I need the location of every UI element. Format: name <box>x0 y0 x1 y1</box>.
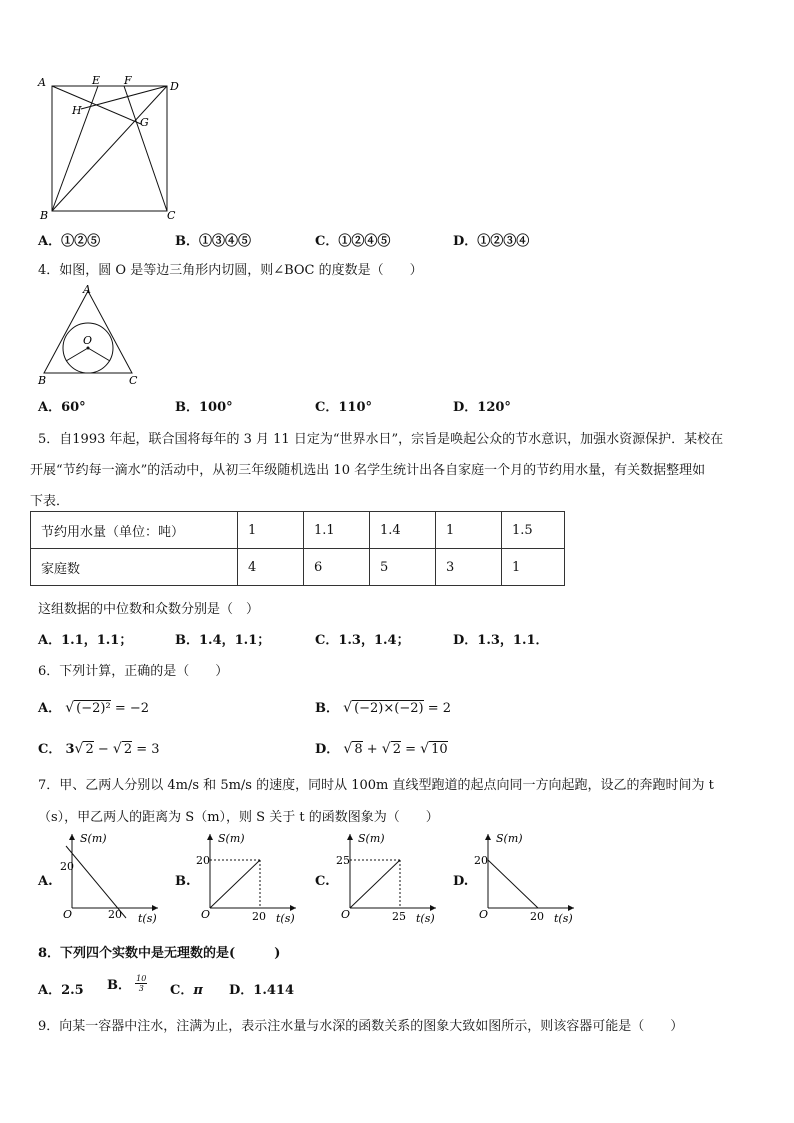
segment-ob <box>66 348 88 361</box>
q5-option-a[interactable]: A．1.1，1.1； <box>38 633 133 648</box>
equilateral-triangle <box>44 291 132 373</box>
x-arrow <box>152 905 158 911</box>
q6-option-b[interactable]: B． √ (−2)×(−2) = 2 <box>315 700 452 716</box>
q5-option-d[interactable]: D．1.3，1.1． <box>453 633 549 648</box>
q8-option-d[interactable]: D．1.414 <box>229 983 294 998</box>
graph-c[interactable] <box>336 830 441 925</box>
q5-line1: 5．自1993 年起，联合国将每年的 3 月 11 日定为“世界水日”，宗旨是唤起公众的节水意识，加强水资源保护．某校在 <box>38 432 724 447</box>
origin-label: O <box>201 908 211 921</box>
q8-option-c[interactable]: C．π <box>170 983 203 998</box>
y-arrow <box>485 834 491 840</box>
square-figure <box>36 74 186 222</box>
q4-stem: 4．如图，圆 O 是等边三角形内切圆，则∠BOC 的度数是（ ） <box>38 263 423 278</box>
table-cell: 1.1 <box>304 512 370 549</box>
q6-stem: 6．下列计算，正确的是（ ） <box>38 664 229 679</box>
radicand: 10 <box>431 742 448 757</box>
q5-line3: 下表． <box>30 494 70 509</box>
x-arrow <box>290 905 296 911</box>
q5-option-c[interactable]: C．1.3，1.4； <box>315 633 410 648</box>
label-g: G <box>140 116 149 129</box>
y-axis-label: S(m) <box>80 832 107 845</box>
q3-option-b[interactable]: B．①③④⑤ <box>175 234 252 249</box>
table-row <box>31 512 565 549</box>
numerator: 10 <box>136 974 147 983</box>
y-tick-label: 25 <box>336 854 350 867</box>
q4-option-a[interactable]: A．60° <box>38 400 86 415</box>
segment-oc <box>88 348 110 361</box>
graph-d[interactable] <box>474 830 579 925</box>
y-arrow <box>69 834 75 840</box>
graph-line <box>488 860 538 908</box>
q5-line2: 开展“节约每一滴水”的活动中，从初三年级随机选出 10 名学生统计出各自家庭一个月的节约用水量，有关数据整理如 <box>30 463 706 478</box>
q5-option-b[interactable]: B．1.4，1.1； <box>175 633 271 648</box>
label-c: C <box>167 209 176 222</box>
q7-line2: （s），甲乙两人的距离为 S（m），则 S 关于 t 的函数图象为（ ） <box>38 810 439 825</box>
q5-question: 这组数据的中位数和众数分别是（ ） <box>38 602 260 617</box>
x-tick-label: 20 <box>530 910 544 923</box>
y-tick-label: 20 <box>474 854 488 867</box>
y-axis-label: S(m) <box>358 832 385 845</box>
q4-option-b[interactable]: B．100° <box>175 400 233 415</box>
origin-label: O <box>341 908 351 921</box>
y-axis-label: S(m) <box>496 832 523 845</box>
radicand: 8 <box>354 742 363 757</box>
triangle-incircle-figure <box>36 281 146 389</box>
q3-option-a[interactable]: A．①②⑤ <box>38 234 101 249</box>
radicand: 2 <box>392 742 401 757</box>
y-tick-label: 20 <box>196 854 210 867</box>
x-tick-label: 25 <box>392 910 406 923</box>
graph-b[interactable] <box>196 830 301 925</box>
segment-fc <box>124 86 167 211</box>
q8-option-b[interactable]: B． $\frac{10}{3}$ <box>107 974 147 993</box>
table-cell: 5 <box>370 549 436 586</box>
x-axis-label: t(s) <box>554 912 573 925</box>
label-h: H <box>72 104 82 117</box>
table-cell: 6 <box>304 549 370 586</box>
q7-line1: 7．甲、乙两人分别以 4m/s 和 5m/s 的速度，同时从 100m 直线型跑道的起点向同一方向起跑，设乙的奔跑时间为 t <box>38 778 714 793</box>
x-arrow <box>568 905 574 911</box>
table-row <box>31 549 565 586</box>
origin-label: O <box>63 908 73 921</box>
q4-option-d[interactable]: D．120° <box>453 400 511 415</box>
radicand: (−2)² <box>76 701 111 716</box>
water-data-table <box>30 511 565 586</box>
x-axis-label: t(s) <box>276 912 295 925</box>
q8-option-a[interactable]: A．2.5 <box>38 983 84 998</box>
label-a: A <box>83 283 91 296</box>
label-d: D <box>170 80 179 93</box>
table-cell: 家庭数 <box>31 549 238 586</box>
x-axis-label: t(s) <box>138 912 157 925</box>
q7-option-c[interactable]: C. <box>315 874 330 889</box>
diagonal-bd <box>52 86 167 211</box>
label-b: B <box>38 374 47 387</box>
fraction <box>135 974 147 993</box>
graph-line <box>210 860 260 908</box>
y-arrow <box>207 834 213 840</box>
table-cell: 1 <box>436 512 502 549</box>
radicand: 2 <box>123 742 133 757</box>
y-tick-label: 20 <box>60 860 74 873</box>
q6-option-a[interactable]: A． √ (−2)² = −2 <box>38 700 150 716</box>
table-cell: 1.5 <box>502 512 565 549</box>
table-cell: 3 <box>436 549 502 586</box>
x-tick-label: 20 <box>252 910 266 923</box>
x-tick-label: 20 <box>108 908 122 921</box>
y-axis-label: S(m) <box>218 832 245 845</box>
radicand: 2 <box>85 742 94 757</box>
label-e: E <box>92 74 101 87</box>
q3-option-c[interactable]: C．①②④⑤ <box>315 234 391 249</box>
label-b: B <box>40 209 49 222</box>
q3-option-d[interactable]: D．①②③④ <box>453 234 530 249</box>
q6-option-d[interactable]: D． √ 8 + √ 2 = √ 10 <box>315 741 448 757</box>
x-axis-label: t(s) <box>416 912 435 925</box>
table-cell: 节约用水量（单位：吨） <box>31 512 238 549</box>
y-arrow <box>347 834 353 840</box>
q8-stem: 8．下列四个实数中是无理数的是( ) <box>38 946 281 961</box>
q7-option-b[interactable]: B. <box>175 874 191 889</box>
label-c: C <box>129 374 138 387</box>
q7-option-a[interactable]: A. <box>38 874 53 889</box>
label-o: O <box>83 334 93 347</box>
label-a: A <box>38 76 46 89</box>
graph-a[interactable] <box>58 830 163 925</box>
x-arrow <box>430 905 436 911</box>
q4-option-c[interactable]: C．110° <box>315 400 372 415</box>
q6-option-c[interactable]: C． 3√ 2 − √ 2 = 3 <box>38 741 160 757</box>
radicand: (−2)×(−2) <box>354 701 424 716</box>
label-f: F <box>124 74 132 87</box>
table-cell: 1 <box>238 512 304 549</box>
denominator: 3 <box>138 984 144 993</box>
graph-line <box>350 860 400 908</box>
origin-label: O <box>479 908 489 921</box>
table-cell: 1 <box>502 549 565 586</box>
q7-option-d[interactable]: D. <box>453 874 469 889</box>
table-cell: 4 <box>238 549 304 586</box>
table-cell: 1.4 <box>370 512 436 549</box>
q9-stem: 9．向某一容器中注水，注满为止，表示注水量与水深的函数关系的图象大致如图所示，则该容器可能是（ ） <box>38 1019 684 1034</box>
